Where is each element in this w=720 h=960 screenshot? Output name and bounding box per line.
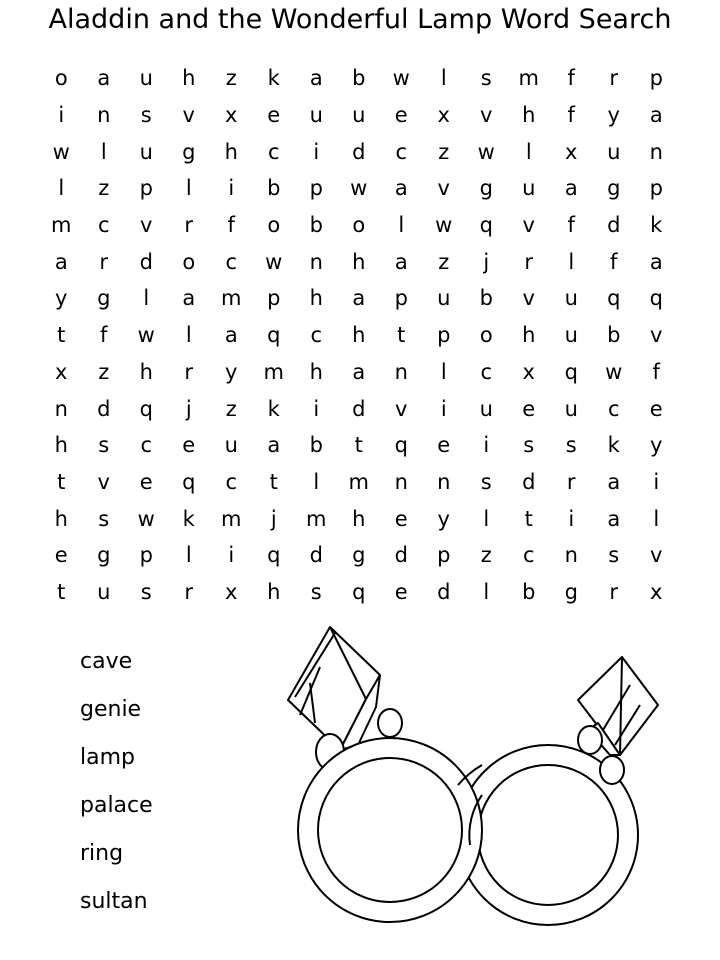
- grid-cell[interactable]: c: [310, 323, 323, 348]
- grid-cell[interactable]: c: [140, 433, 153, 458]
- grid-cell[interactable]: x: [225, 579, 238, 604]
- grid-cell[interactable]: u: [139, 139, 153, 164]
- grid-cell[interactable]: v: [437, 176, 450, 201]
- grid-cell[interactable]: q: [564, 359, 578, 384]
- grid-cell[interactable]: i: [653, 469, 660, 494]
- grid-cell[interactable]: z: [480, 543, 492, 568]
- word-list-item: lamp: [80, 745, 135, 770]
- grid-cell[interactable]: a: [607, 469, 621, 494]
- grid-cell[interactable]: q: [139, 396, 153, 421]
- grid-cell[interactable]: c: [395, 139, 408, 164]
- grid-cell[interactable]: j: [270, 506, 277, 531]
- grid-cell[interactable]: z: [438, 249, 450, 274]
- grid-cell[interactable]: o: [182, 249, 196, 274]
- grid-cell[interactable]: k: [182, 506, 195, 531]
- grid-cell[interactable]: e: [267, 103, 281, 128]
- grid-cell[interactable]: h: [309, 286, 323, 311]
- grid-cell[interactable]: m: [221, 506, 242, 531]
- grid-cell[interactable]: r: [184, 213, 194, 238]
- grid-cell[interactable]: a: [607, 506, 621, 531]
- grid-cell[interactable]: u: [437, 286, 451, 311]
- two-rings-illustration: [270, 615, 670, 935]
- grid-cell[interactable]: i: [440, 396, 447, 421]
- grid-cell[interactable]: q: [267, 323, 281, 348]
- grid-cell[interactable]: l: [313, 469, 320, 494]
- grid-cell[interactable]: e: [649, 396, 663, 421]
- grid-cell[interactable]: n: [54, 396, 68, 421]
- grid-cell[interactable]: g: [564, 579, 578, 604]
- grid-cell[interactable]: s: [480, 469, 492, 494]
- grid-cell[interactable]: e: [522, 396, 536, 421]
- grid-cell[interactable]: t: [524, 506, 533, 531]
- grid-cell[interactable]: s: [310, 579, 322, 604]
- grid-cell[interactable]: w: [477, 139, 495, 164]
- grid-cell[interactable]: h: [54, 506, 68, 531]
- grid-cell[interactable]: o: [267, 213, 281, 238]
- grid-cell[interactable]: r: [184, 579, 194, 604]
- grid-cell[interactable]: z: [438, 139, 450, 164]
- grid-cell[interactable]: i: [58, 103, 65, 128]
- grid-cell[interactable]: z: [225, 66, 237, 91]
- grid-cell[interactable]: l: [185, 543, 192, 568]
- grid-cell[interactable]: h: [182, 66, 196, 91]
- grid-cell[interactable]: g: [607, 176, 621, 201]
- grid-cell[interactable]: s: [523, 433, 535, 458]
- grid-cell[interactable]: w: [392, 66, 410, 91]
- grid-cell[interactable]: b: [267, 176, 281, 201]
- grid-cell[interactable]: l: [143, 286, 150, 311]
- grid-cell[interactable]: m: [263, 359, 284, 384]
- letter-grid: [40, 60, 678, 610]
- grid-cell[interactable]: i: [228, 176, 235, 201]
- grid-cell[interactable]: l: [483, 506, 490, 531]
- grid-cell[interactable]: t: [354, 433, 363, 458]
- grid-cell[interactable]: b: [309, 433, 323, 458]
- grid-cell[interactable]: w: [52, 139, 70, 164]
- grid-cell[interactable]: n: [394, 469, 408, 494]
- grid-cell[interactable]: f: [567, 66, 575, 91]
- grid-cell[interactable]: t: [397, 323, 406, 348]
- grid-cell[interactable]: q: [394, 433, 408, 458]
- grid-cell[interactable]: r: [99, 249, 109, 274]
- grid-cell[interactable]: o: [352, 213, 366, 238]
- grid-cell[interactable]: v: [140, 213, 153, 238]
- grid-cell[interactable]: c: [225, 469, 238, 494]
- grid-cell[interactable]: w: [137, 506, 155, 531]
- grid-cell[interactable]: l: [568, 249, 575, 274]
- grid-cell[interactable]: p: [139, 176, 153, 201]
- grid-cell[interactable]: e: [394, 506, 408, 531]
- grid-cell[interactable]: c: [97, 213, 110, 238]
- grid-cell[interactable]: t: [57, 469, 66, 494]
- grid-cell[interactable]: x: [522, 359, 535, 384]
- grid-cell[interactable]: u: [224, 433, 238, 458]
- grid-cell[interactable]: q: [352, 579, 366, 604]
- grid-cell[interactable]: p: [437, 543, 451, 568]
- grid-cell[interactable]: u: [97, 579, 111, 604]
- grid-cell[interactable]: j: [483, 249, 490, 274]
- grid-cell[interactable]: p: [649, 66, 663, 91]
- grid-cell[interactable]: n: [649, 139, 663, 164]
- grid-cell[interactable]: l: [483, 579, 490, 604]
- grid-cell[interactable]: l: [653, 506, 660, 531]
- grid-cell[interactable]: n: [97, 103, 111, 128]
- grid-cell[interactable]: y: [650, 433, 663, 458]
- grid-cell[interactable]: s: [98, 433, 110, 458]
- grid-cell[interactable]: k: [267, 66, 280, 91]
- grid-cell[interactable]: k: [267, 396, 280, 421]
- grid-cell[interactable]: r: [184, 359, 194, 384]
- grid-cell[interactable]: l: [185, 176, 192, 201]
- grid-cell[interactable]: h: [522, 103, 536, 128]
- grid-cell[interactable]: e: [394, 579, 408, 604]
- grid-cell[interactable]: i: [313, 139, 320, 164]
- grid-cell[interactable]: q: [607, 286, 621, 311]
- grid-cell[interactable]: w: [265, 249, 283, 274]
- grid-cell[interactable]: u: [352, 103, 366, 128]
- grid-cell[interactable]: y: [55, 286, 68, 311]
- grid-cell[interactable]: v: [182, 103, 195, 128]
- grid-cell[interactable]: i: [568, 506, 575, 531]
- grid-cell[interactable]: z: [98, 359, 110, 384]
- grid-cell[interactable]: w: [350, 176, 368, 201]
- grid-cell[interactable]: f: [227, 213, 235, 238]
- grid-cell[interactable]: u: [564, 396, 578, 421]
- grid-cell[interactable]: r: [609, 66, 619, 91]
- grid-cell[interactable]: b: [352, 66, 366, 91]
- grid-cell[interactable]: x: [650, 579, 663, 604]
- grid-cell[interactable]: a: [267, 433, 281, 458]
- grid-cell[interactable]: g: [352, 543, 366, 568]
- grid-cell[interactable]: c: [480, 359, 493, 384]
- grid-cell[interactable]: p: [267, 286, 281, 311]
- grid-cell[interactable]: a: [309, 66, 323, 91]
- grid-cell[interactable]: z: [225, 396, 237, 421]
- grid-cell[interactable]: d: [607, 213, 621, 238]
- grid-cell[interactable]: l: [440, 359, 447, 384]
- grid-cell[interactable]: y: [225, 359, 238, 384]
- grid-cell[interactable]: c: [267, 139, 280, 164]
- grid-cell[interactable]: t: [57, 579, 66, 604]
- grid-cell[interactable]: v: [522, 286, 535, 311]
- grid-cell[interactable]: a: [394, 176, 408, 201]
- grid-cell[interactable]: a: [564, 176, 578, 201]
- grid-cell[interactable]: i: [228, 543, 235, 568]
- grid-cell[interactable]: f: [610, 249, 618, 274]
- grid-cell[interactable]: r: [566, 469, 576, 494]
- grid-cell[interactable]: m: [306, 506, 327, 531]
- grid-cell[interactable]: f: [100, 323, 108, 348]
- grid-cell[interactable]: m: [51, 213, 72, 238]
- grid-cell[interactable]: e: [394, 103, 408, 128]
- grid-cell[interactable]: d: [309, 543, 323, 568]
- grid-cell[interactable]: w: [435, 213, 453, 238]
- grid-cell[interactable]: s: [140, 103, 152, 128]
- grid-cell[interactable]: e: [139, 469, 153, 494]
- grid-cell[interactable]: n: [437, 469, 451, 494]
- grid-cell[interactable]: b: [479, 286, 493, 311]
- grid-cell[interactable]: b: [522, 579, 536, 604]
- grid-cell[interactable]: k: [607, 433, 620, 458]
- grid-cell[interactable]: y: [437, 506, 450, 531]
- grid-cell[interactable]: v: [97, 469, 110, 494]
- grid-cell[interactable]: v: [650, 323, 663, 348]
- grid-cell[interactable]: p: [437, 323, 451, 348]
- grid-cell[interactable]: v: [650, 543, 663, 568]
- puzzle-title: Aladdin and the Wonderful Lamp Word Search: [48, 4, 672, 35]
- grid-cell[interactable]: l: [525, 139, 532, 164]
- grid-cell[interactable]: n: [309, 249, 323, 274]
- grid-cell[interactable]: r: [609, 579, 619, 604]
- grid-cell[interactable]: d: [97, 396, 111, 421]
- grid-cell[interactable]: u: [522, 176, 536, 201]
- grid-cell[interactable]: j: [185, 396, 192, 421]
- grid-cell[interactable]: a: [224, 323, 238, 348]
- grid-cell[interactable]: q: [479, 213, 493, 238]
- word-list: [80, 640, 153, 928]
- grid-cell[interactable]: w: [137, 323, 155, 348]
- grid-cell[interactable]: x: [565, 139, 578, 164]
- grid-cell[interactable]: u: [564, 286, 578, 311]
- word-list-item: genie: [80, 697, 142, 722]
- grid-cell[interactable]: n: [394, 359, 408, 384]
- grid-cell[interactable]: d: [139, 249, 153, 274]
- grid-cell[interactable]: w: [605, 359, 623, 384]
- word-list-item: sultan: [80, 889, 148, 914]
- grid-cell[interactable]: h: [224, 139, 238, 164]
- grid-cell[interactable]: b: [607, 323, 621, 348]
- grid-cell[interactable]: o: [479, 323, 493, 348]
- grid-cell[interactable]: q: [649, 286, 663, 311]
- grid-cell[interactable]: h: [54, 433, 68, 458]
- grid-cell[interactable]: u: [139, 66, 153, 91]
- grid-cell[interactable]: g: [479, 176, 493, 201]
- grid-cell[interactable]: g: [97, 286, 111, 311]
- grid-cell[interactable]: a: [394, 249, 408, 274]
- grid-cell[interactable]: d: [522, 469, 536, 494]
- grid-cell[interactable]: d: [352, 396, 366, 421]
- grid-cell[interactable]: i: [483, 433, 490, 458]
- grid-cell[interactable]: h: [352, 506, 366, 531]
- grid-cell[interactable]: p: [139, 543, 153, 568]
- grid-cell[interactable]: u: [607, 139, 621, 164]
- grid-cell[interactable]: a: [97, 66, 111, 91]
- grid-cell[interactable]: n: [564, 543, 578, 568]
- grid-cell[interactable]: x: [55, 359, 68, 384]
- grid-cell[interactable]: e: [182, 433, 196, 458]
- word-list-item: palace: [80, 793, 153, 818]
- grid-cell[interactable]: c: [522, 543, 535, 568]
- grid-cell[interactable]: u: [309, 103, 323, 128]
- grid-cell[interactable]: h: [139, 359, 153, 384]
- left-ring: [298, 738, 482, 922]
- grid-cell[interactable]: s: [98, 506, 110, 531]
- grid-cell[interactable]: p: [309, 176, 323, 201]
- grid-cell[interactable]: l: [185, 323, 192, 348]
- grid-cell[interactable]: c: [607, 396, 620, 421]
- grid-cell[interactable]: u: [564, 323, 578, 348]
- grid-cell[interactable]: s: [608, 543, 620, 568]
- grid-cell[interactable]: m: [221, 286, 242, 311]
- grid-cell[interactable]: d: [352, 139, 366, 164]
- grid-cell[interactable]: y: [607, 103, 620, 128]
- grid-cell[interactable]: a: [649, 103, 663, 128]
- grid-cell[interactable]: k: [650, 213, 663, 238]
- grid-cell[interactable]: p: [394, 286, 408, 311]
- grid-cell[interactable]: h: [352, 249, 366, 274]
- grid-cell[interactable]: a: [352, 286, 366, 311]
- grid-cell[interactable]: h: [522, 323, 536, 348]
- grid-cell[interactable]: t: [269, 469, 278, 494]
- grid-cell[interactable]: m: [518, 66, 539, 91]
- grid-cell[interactable]: o: [54, 66, 68, 91]
- word-list-item: ring: [80, 841, 124, 866]
- grid-cell[interactable]: a: [649, 249, 663, 274]
- grid-cell[interactable]: c: [225, 249, 238, 274]
- grid-cell[interactable]: p: [649, 176, 663, 201]
- grid-cell[interactable]: s: [140, 579, 152, 604]
- grid-cell[interactable]: b: [309, 213, 323, 238]
- grid-cell[interactable]: v: [395, 396, 408, 421]
- grid-cell[interactable]: s: [480, 66, 492, 91]
- grid-cell[interactable]: g: [97, 543, 111, 568]
- grid-cell[interactable]: t: [57, 323, 66, 348]
- grid-cell[interactable]: d: [437, 579, 451, 604]
- grid-cell[interactable]: s: [565, 433, 577, 458]
- grid-cell[interactable]: g: [182, 139, 196, 164]
- grid-cell[interactable]: l: [100, 139, 107, 164]
- grid-cell[interactable]: f: [567, 213, 575, 238]
- grid-cell[interactable]: e: [437, 433, 451, 458]
- grid-cell[interactable]: v: [522, 213, 535, 238]
- grid-cell[interactable]: l: [398, 213, 405, 238]
- grid-cell[interactable]: e: [54, 543, 68, 568]
- grid-cell[interactable]: a: [54, 249, 68, 274]
- grid-cell[interactable]: f: [567, 103, 575, 128]
- grid-cell[interactable]: m: [348, 469, 369, 494]
- grid-cell[interactable]: q: [267, 543, 281, 568]
- word-list-item: cave: [80, 649, 133, 674]
- grid-cell[interactable]: x: [225, 103, 238, 128]
- grid-cell[interactable]: u: [479, 396, 493, 421]
- grid-cell[interactable]: i: [313, 396, 320, 421]
- grid-cell[interactable]: l: [58, 176, 65, 201]
- grid-cell[interactable]: d: [394, 543, 408, 568]
- grid-cell[interactable]: f: [652, 359, 660, 384]
- grid-cell[interactable]: z: [98, 176, 110, 201]
- grid-cell[interactable]: l: [440, 66, 447, 91]
- grid-cell[interactable]: q: [182, 469, 196, 494]
- grid-cell[interactable]: x: [437, 103, 450, 128]
- grid-cell[interactable]: h: [309, 359, 323, 384]
- grid-cell[interactable]: a: [182, 286, 196, 311]
- grid-cell[interactable]: h: [352, 323, 366, 348]
- grid-cell[interactable]: r: [524, 249, 534, 274]
- grid-cell[interactable]: v: [480, 103, 493, 128]
- grid-cell[interactable]: h: [267, 579, 281, 604]
- grid-cell[interactable]: a: [352, 359, 366, 384]
